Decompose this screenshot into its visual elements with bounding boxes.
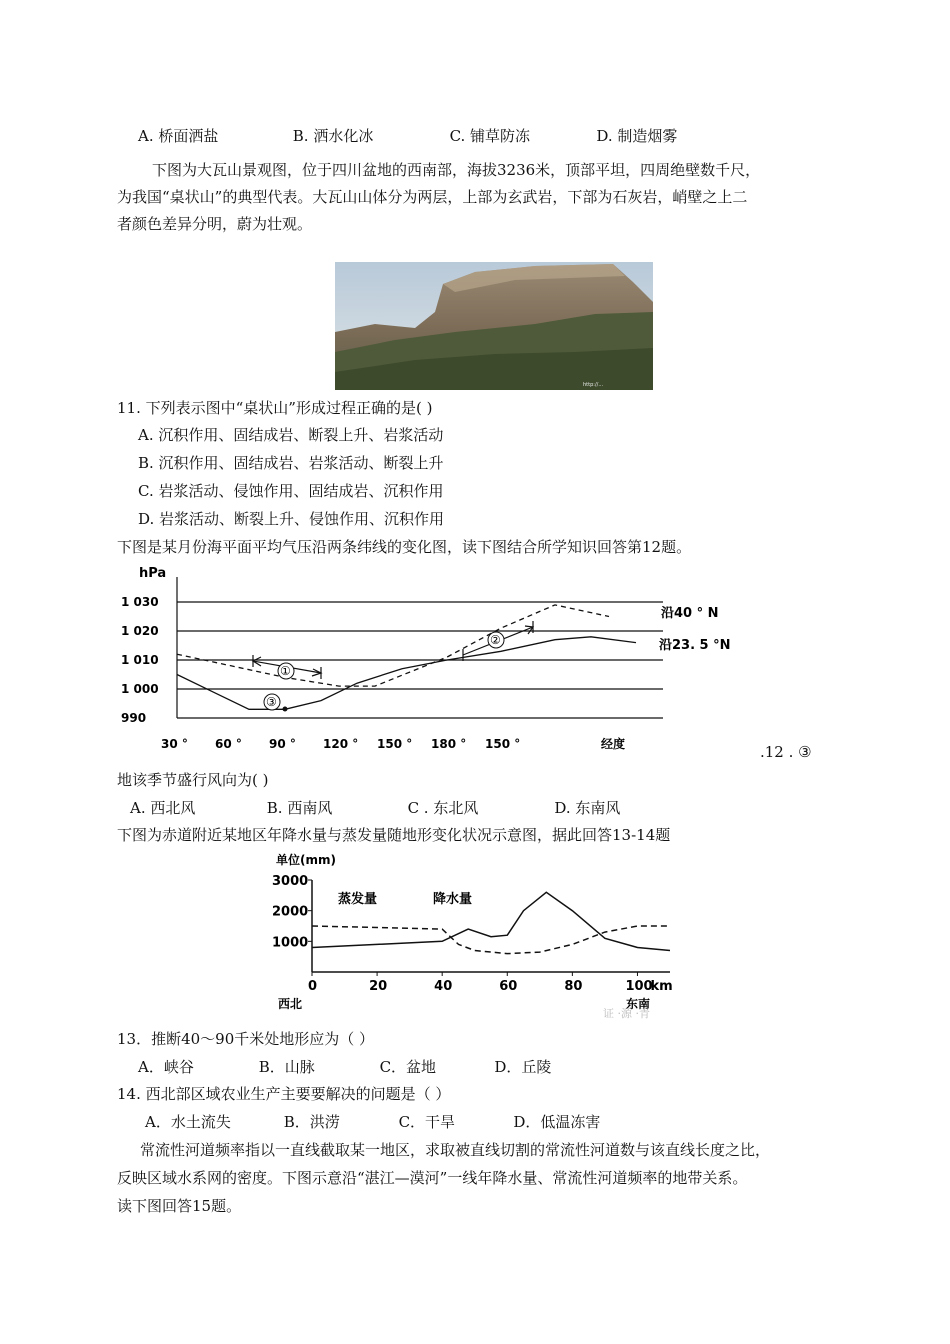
precip-series-line-0 [312, 926, 670, 954]
river-intro-line3: 读下图回答15题。 [117, 1197, 242, 1215]
q12-option-d: D. 东南风 [554, 799, 621, 817]
q12-stem-tail: .12 . ③ [760, 743, 812, 761]
q10-option-b: B. 洒水化冰 [292, 127, 374, 145]
q12-option-a: A. 西北风 [130, 799, 196, 817]
annotation-1: ① [280, 664, 291, 678]
mountain-intro-line3: 者颜色差异分明，蔚为壮观。 [117, 215, 313, 233]
q11-option-c: C. 岩浆活动、侵蚀作用、固结成岩、沉积作用 [138, 482, 444, 500]
q11-option-d: D. 岩浆活动、断裂上升、侵蚀作用、沉积作用 [138, 510, 445, 528]
pressure-xtick: 经度 [601, 737, 626, 751]
pressure-chart [115, 565, 755, 760]
pressure-ylabel: hPa [139, 566, 167, 581]
annotation-3: ③ [266, 695, 277, 709]
pressure-xtick: 150 ° [377, 737, 413, 751]
q12-option-b: B. 西南风 [266, 799, 333, 817]
precip-ytick: 2000 [272, 904, 309, 920]
precip-xtick: 40 [434, 979, 453, 994]
pressure-xtick: 180 ° [431, 737, 467, 751]
equator-intro: 下图为赤道附近某地区年降水量与蒸发量随地形变化状况示意图，据此回答13-14题 [117, 826, 671, 844]
q14-stem: 14. 西北部区域农业生产主要要解决的问题是（ ） [117, 1085, 451, 1103]
precip-ytick: 1000 [272, 935, 309, 951]
q12-options [130, 798, 620, 818]
precip-ylabel: 单位(mm) [276, 853, 336, 867]
q13-option-c: C．盆地 [379, 1058, 437, 1076]
precip-chart [268, 850, 708, 1020]
q14-option-c: C．干旱 [398, 1113, 456, 1131]
precip-xlabel: km [650, 979, 673, 994]
q13-option-b: B．山脉 [258, 1058, 315, 1076]
precip-ytick: 3000 [272, 874, 309, 889]
pressure-series-line-0 [177, 605, 609, 686]
q14-option-b: B．洪涝 [283, 1113, 340, 1131]
legend-precipitation: 降水量 [433, 892, 473, 907]
legend-evaporation: 蒸发量 [338, 892, 378, 907]
q11-option-a: A. 沉积作用、固结成岩、断裂上升、岩浆活动 [138, 426, 444, 444]
q13-stem: 13．推断40～90千米处地形应为（ ） [117, 1030, 375, 1048]
q10-options [138, 126, 677, 146]
legend-40n: 沿40 ° N [661, 606, 719, 621]
q11-stem: 11. 下列表示图中“桌状山”形成过程正确的是( ) [117, 399, 433, 417]
q13-option-d: D．丘陵 [494, 1058, 552, 1076]
direction-southeast: 东南 [626, 997, 651, 1011]
pressure-ytick: 1 020 [121, 624, 159, 638]
pressure-ytick: 1 010 [121, 653, 159, 667]
precip-xtick: 20 [369, 979, 388, 994]
precip-xtick: 80 [564, 979, 583, 994]
river-intro-line2: 反映区域水系网的密度。下图示意沿“湛江—漠河”一线年降水量、常流性河道频率的地带关系。 [117, 1169, 748, 1187]
q12-stem: 地该季节盛行风向为( ) [117, 771, 269, 789]
pressure-xtick: 60 ° [215, 737, 242, 751]
chart-watermark: 证 ·源 ·青 [603, 1007, 650, 1020]
q10-option-c: C. 铺草防冻 [449, 127, 531, 145]
q12-option-c: C . 东北风 [407, 799, 479, 817]
q10-option-a: A. 桥面洒盐 [138, 127, 219, 145]
mountain-intro-line2: 为我国“桌状山”的典型代表。大瓦山山体分为两层，上部为玄武岩，下部为石灰岩，峭壁之上二 [117, 188, 748, 206]
q14-option-a: A．水土流失 [145, 1113, 231, 1131]
precip-xtick: 60 [499, 979, 518, 994]
pressure-xtick: 150 ° [485, 737, 521, 751]
q10-option-d: D. 制造烟雾 [596, 127, 678, 145]
direction-northwest: 西北 [278, 997, 303, 1011]
dawashan-photo [335, 262, 653, 390]
precip-xtick: 100 [625, 979, 653, 994]
pressure-ytick: 1 030 [121, 595, 159, 609]
pressure-xtick: 120 ° [323, 737, 359, 751]
q11-option-b: B. 沉积作用、固结成岩、岩浆活动、断裂上升 [138, 454, 444, 472]
pressure-ytick: 1 000 [121, 682, 159, 696]
pressure-ytick: 990 [121, 711, 147, 725]
mountain-intro-line1: 下图为大瓦山景观图，位于四川盆地的西南部，海拔3236米，顶部平坦，四周绝壁数千尺， [152, 161, 761, 179]
pressure-intro: 下图是某月份海平面平均气压沿两条纬线的变化图，读下图结合所学知识回答第12题。 [117, 538, 692, 556]
q14-option-d: D．低温冻害 [513, 1113, 601, 1131]
river-intro-line1: 常流性河道频率指以一直线截取某一地区，求取被直线切割的常流性河道数与该直线长度之比， [140, 1141, 771, 1159]
precip-xtick: 0 [308, 979, 318, 994]
q14-options [145, 1112, 600, 1132]
legend-23n: 沿23. 5 °N [659, 638, 731, 653]
pressure-xtick: 30 ° [161, 737, 188, 751]
annotation-2: ② [490, 633, 501, 647]
q13-option-a: A．峡谷 [138, 1058, 194, 1076]
q13-options [138, 1057, 551, 1077]
pressure-xtick: 90 ° [269, 737, 296, 751]
photo-watermark: http://... [583, 382, 604, 388]
